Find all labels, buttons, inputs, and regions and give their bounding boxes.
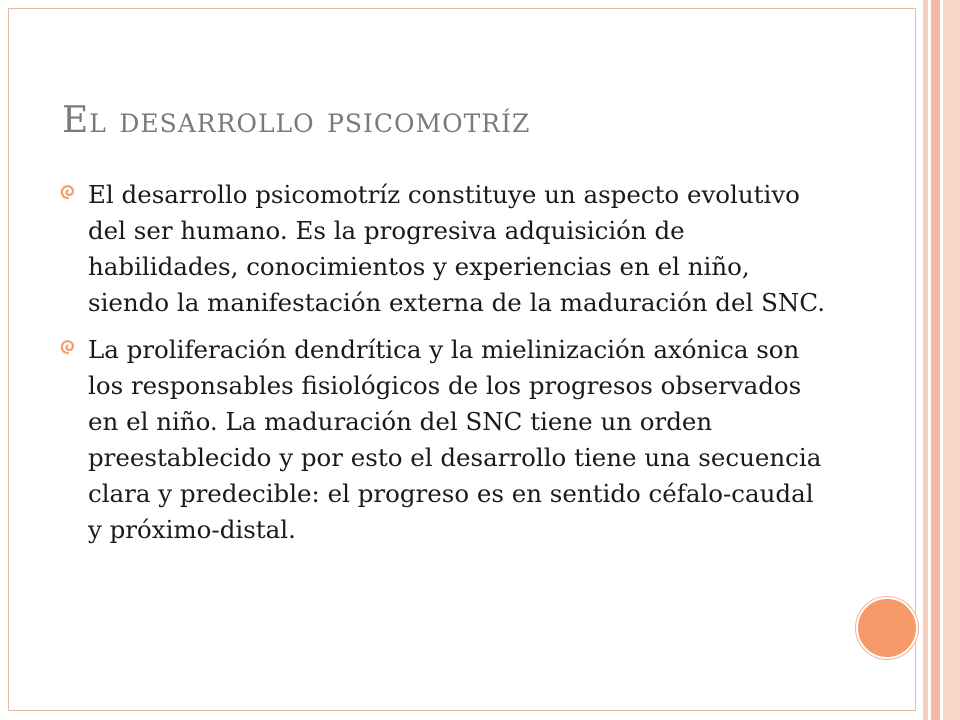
slide-title: El desarrollo psicomotríz <box>62 100 531 141</box>
stripe <box>931 0 940 720</box>
swirl-bullet-icon <box>59 338 77 356</box>
bullet-item <box>58 177 828 321</box>
stripe <box>943 0 960 720</box>
swirl-bullet-icon <box>59 183 77 201</box>
bullet-list <box>58 177 828 559</box>
stripe <box>916 0 923 720</box>
bullet-text: El desarrollo psicomotríz constituye un aspecto evolutivo del ser humano. Es la progresiva adquisición de habilidades, conocimientos y experiencias en el niño, siendo la manifestación externa de la maduración del SNC. <box>88 180 825 317</box>
bullet-text: La proliferación dendrítica y la mielinización axónica son los responsables fisiológicos de los progresos observados en el niño. La maduración del SNC tiene un orden preestablecido y por esto el desarrollo tiene una secuencia clara y predecible: el progreso es en sentido céfalo-caudal y próximo-distal. <box>88 335 822 544</box>
accent-circle <box>856 597 918 659</box>
decorative-stripes <box>916 0 960 720</box>
bullet-item <box>58 332 828 548</box>
